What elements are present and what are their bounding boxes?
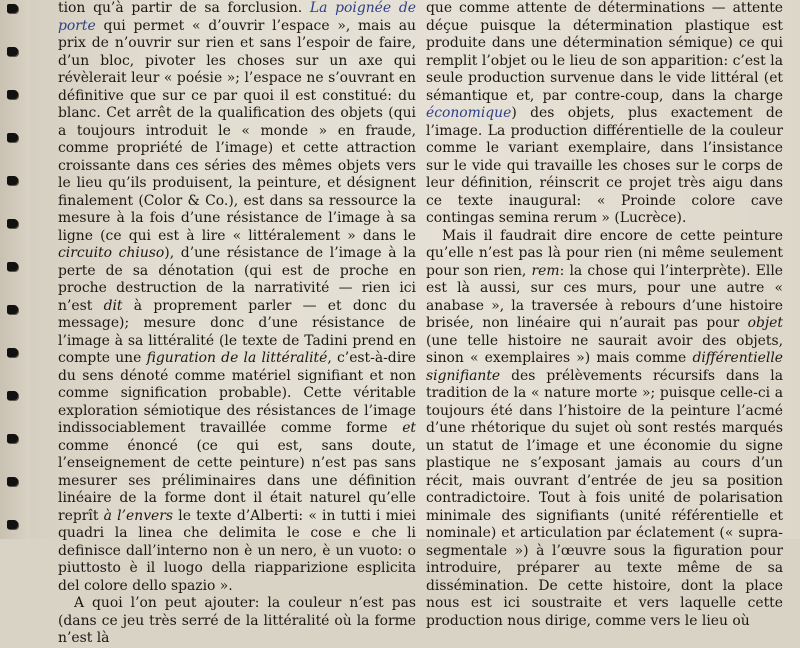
binding-ring bbox=[7, 520, 18, 529]
paragraph: tion qu’à partir de sa forclusion. La poignée de porte qui permet « d’ouvrir l’espace », mais au prix de n’ouvrir sur rien et sans l’espoir de faire, d’un bloc, pivoter les choses sur un axe qui révèlerait leur « poésie »; l’espace ne s’ouvrant en définitive que sur ce par quoi il est constitué: du blanc. Cet arrêt de la qualification des objets (qui a toujours introduit le « monde » en fraude, comme propriété de l’image) et cette attraction croissante dans ces séries des mêmes objets vers le lieu qu’ils produisent, la peinture, et désignent finalement (Color & Co.), est dans sa ressource la mesure à la fois d’une résistance de l’image à sa ligne (ce qui est à lire « littéralement » dans le circuito chiuso), d’une résistance de l’image à la perte de sa dénotation (qui est de proche en proche destruction de la narrativité — rien ici n’est dit à proprement parler — et donc du message); mesure donc d’une résistance de l’image à sa littéralité (le texte de Tadini prend en compte une figuration de la littéralité, c’est-à-dire du sens dénoté comme matériel signifiant et non comme signification probable). Cette véritable exploration sémiotique des résistances de l’image indissociablement travaillée comme forme et comme énoncé (ce qui est, sans doute, l’enseignement de cette peinture) n’est pas sans mesurer ses préliminaires dans une définition linéaire de la forme dont il était naturel qu’elle reprît à l’envers le texte d’Alberti: « in tutti i miei quadri la linea che delimita le cose e che li definisce dall’interno non è un nero, è un vuoto: o piuttosto è il luogo della riapparizione esplicita del colore dello spazio ». bbox=[58, 0, 417, 594]
binding-ring bbox=[7, 262, 18, 271]
paragraph: que comme attente de déterminations — attente déçue puisque la détermination plastique est produite dans une détermination sémique) ce qui remplit l’objet ou le lieu de son apparition: c’est la seule production survenue dans le vide littéral (et sémantique et, par contre-coup, dans la charge économique) des objets, plus exactement de l’image. La production différentielle de la couleur comme le variant exemplaire, dans l’insistance sur le vide qui travaille les choses sur le corps de leur définition, réinscrit ce projet très aigu dans ce texte inaugural: « Proinde colore cave contingas semina rerum » (Lucrèce). bbox=[426, 0, 783, 226]
binding-ring bbox=[7, 133, 18, 142]
paragraph: Mais il faudrait dire encore de cette peinture qu’elle n’est pas là pour rien (ni même seulement pour son rien, rem: la chose qui l’interprète). Elle est là aussi, sur ces murs, pour une autre « anabase », la traversée à rebours d’une histoire brisée, non linéaire qui n’aurait pas pour objet (une telle histoire ne saurait avoir des objets, sinon « exemplaires ») mais comme différentielle signifiante des prélèvements récursifs dans la tradition de la « nature morte »; puisque celle-ci a toujours été dans l’histoire de la peinture l’acmé d’une rhétorique du sujet où sont restés marqués un statut de l’image et une économie du signe plastique ne s’exposant jamais au cours d’un récit, mais ouvrant d’entrée de jeu sa position contradictoire. Tout à fois unité de polarisation minimale des signifiants (unité référentielle et nominale) et articulation par éclatement (« supra-segmentale ») à l’œuvre sous la figuration pour introduire, préparer au texte même de sa dissémination. De cette histoire, dont la place nous est ici soustraite et vers laquelle cette production nous dirige, comme vers le lieu où bbox=[426, 227, 783, 629]
binding-ring bbox=[7, 90, 18, 99]
right-column bbox=[426, 0, 783, 630]
binding-ring bbox=[7, 348, 18, 357]
left-column bbox=[58, 0, 416, 648]
binding-ring bbox=[7, 434, 18, 443]
paragraph: A quoi l’on peut ajouter: la couleur n’est pas (dans ce jeu très serré de la littéralité où la forme n’est là bbox=[58, 595, 416, 646]
binding-ring bbox=[7, 4, 18, 13]
binding-ring bbox=[7, 219, 18, 228]
spiral-binding bbox=[0, 0, 30, 539]
binding-ring bbox=[7, 176, 18, 185]
binding-ring bbox=[7, 477, 18, 486]
binding-ring bbox=[7, 305, 18, 314]
binding-ring bbox=[7, 391, 18, 400]
binding-ring bbox=[7, 47, 18, 56]
